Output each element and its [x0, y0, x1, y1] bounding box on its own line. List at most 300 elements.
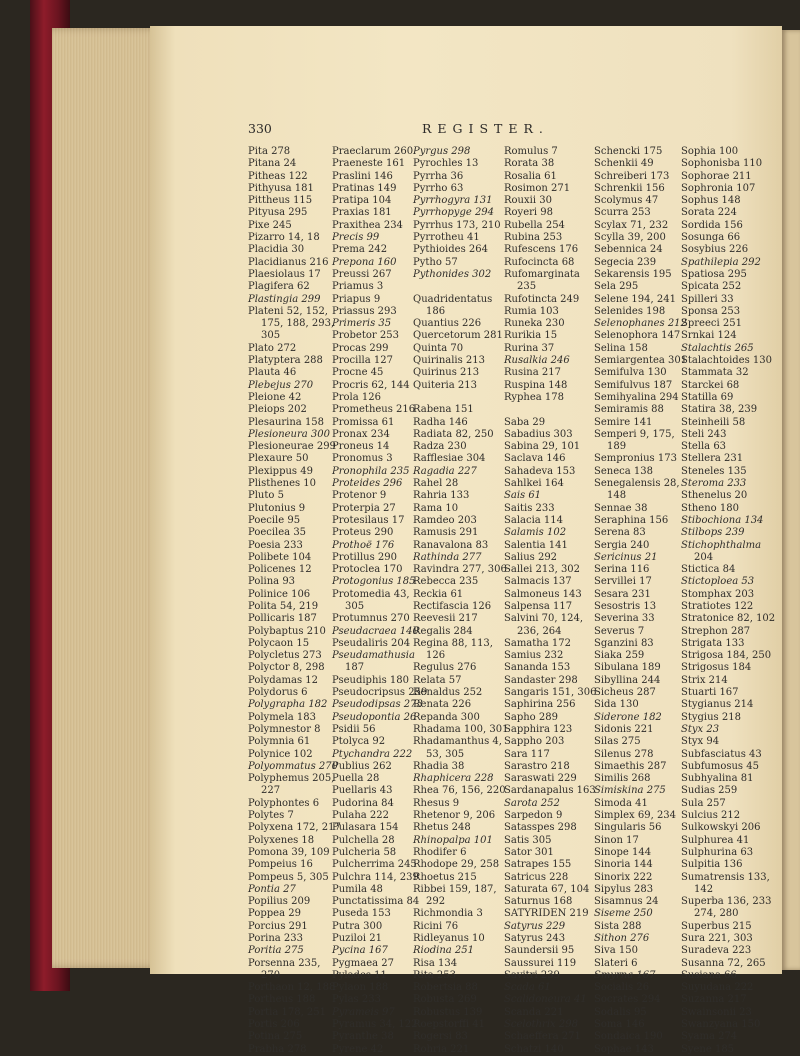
index-entry: Smyrna 167: [594, 969, 656, 981]
index-entry: Stichophthalma: [681, 539, 762, 551]
index-entry: Salvini 70, 124,: [504, 613, 584, 625]
index-entry: Poecilea 35: [248, 527, 307, 539]
index-entry: Quirinalis 213: [413, 355, 486, 367]
index-entry: Rhodifer 6: [413, 846, 467, 858]
index-entry-continuation: 186: [426, 305, 446, 317]
index-entry: Pithyusa 181: [248, 182, 314, 194]
index-entry: Procilla 127: [332, 355, 393, 367]
index-entry: Plesioneura 300: [248, 428, 331, 440]
index-entry: Rouxii 30: [504, 195, 552, 207]
index-entry: Ricini 76: [413, 920, 459, 932]
index-entry: Semihyalina 294: [594, 391, 679, 403]
index-entry: Sennae 38: [594, 502, 648, 514]
index-entry: Ranavalona 83: [413, 539, 489, 551]
index-entry: Robertsia 88: [413, 982, 478, 994]
index-entry: Subhyalina 81: [681, 773, 754, 785]
index-entry: Pleiops 202: [248, 404, 307, 416]
index-entry: Praslini 146: [332, 170, 393, 182]
index-entry: Quercetorum 281: [413, 330, 503, 342]
index-entry: Rusalkia 246: [504, 355, 570, 367]
index-entry: Stomphax 203: [681, 588, 755, 600]
index-entry-continuation: 148: [607, 490, 627, 502]
index-entry: Sapho 289: [504, 711, 558, 723]
index-entry: Reevesii 217: [413, 613, 478, 625]
index-entry: Renata 226: [413, 699, 472, 711]
index-entry: Sator 301: [504, 846, 554, 858]
index-entry-continuation: 236, 264: [517, 625, 562, 637]
index-entry: Puella 28: [332, 773, 380, 785]
index-entry: Polynice 102: [248, 748, 313, 760]
index-entry: Stheno 180: [681, 502, 739, 514]
index-entry: Sisamnus 24: [594, 896, 659, 908]
index-entry: Sarota 252: [504, 797, 560, 809]
index-entry: Silenus 278: [594, 748, 654, 760]
index-entry: Plateni 52, 152,: [248, 305, 328, 317]
index-entry: Poritia 275: [248, 945, 304, 957]
index-entry: Poesia 233: [248, 539, 303, 551]
index-entry: Robustus 139: [413, 1006, 483, 1018]
index-entry: Pyrrho 63: [413, 182, 464, 194]
index-entry: Priamus 3: [332, 281, 384, 293]
index-entry: Popilius 209: [248, 896, 311, 908]
index-entry: Pylaon 188: [332, 982, 389, 994]
index-entry: Styx 23: [681, 723, 720, 735]
index-entry: Stellera 231: [681, 453, 744, 465]
index-entry: Statira 38, 239: [681, 404, 758, 416]
index-entry: Ragadia 227: [413, 465, 477, 477]
index-entry: Rhetus 248: [413, 822, 471, 834]
index-entry: Prometheus 216: [332, 404, 416, 416]
index-entry: Rogersi 83: [413, 1031, 468, 1043]
index-entry: Sula 257: [681, 797, 726, 809]
index-entry: Sipylus 283: [594, 883, 654, 895]
index-entry: Samatha 172: [504, 637, 571, 649]
index-entry: Sophonisba 110: [681, 158, 763, 170]
index-entry: Poecile 95: [248, 514, 301, 526]
index-entry: Relata 57: [413, 674, 462, 686]
index-entry: Plagifera 62: [248, 281, 310, 293]
index-entry: Rhodope 29, 258: [413, 859, 500, 871]
index-entry: Portis 206: [248, 1019, 300, 1031]
index-entry: Soma 146: [594, 1019, 645, 1031]
index-entry: Sebennica 24: [594, 244, 663, 256]
index-entry: Radha 146: [413, 416, 468, 428]
index-entry: Polyxena 172, 217: [248, 822, 341, 834]
index-entry: Siaka 259: [594, 650, 645, 662]
index-entry: Sarpedon 9: [504, 810, 563, 822]
index-entry: Selene 194, 241: [594, 293, 676, 305]
index-entry: Probetor 253: [332, 330, 399, 342]
index-entry: Sais 61: [504, 490, 542, 502]
index-entry: Severus 7: [594, 625, 645, 637]
index-entry: Sibulana 189: [594, 662, 661, 674]
index-entry: Placidia 30: [248, 244, 305, 256]
index-entry: Stratiotes 122: [681, 600, 754, 612]
index-entry: Starckei 68: [681, 379, 740, 391]
index-entry: Satasspes 298: [504, 822, 577, 834]
index-entry: Protumnus 270: [332, 613, 410, 625]
index-entry: Pulcherrima 245: [332, 859, 417, 871]
index-entry: Polybaptus 210: [248, 625, 326, 637]
index-entry: Ravindra 277, 306: [413, 564, 507, 576]
index-entry: Sinorix 222: [594, 871, 653, 883]
index-entry: Rurina 37: [504, 342, 555, 354]
index-entry: Pulchella 28: [332, 834, 395, 846]
index-entry: Siva 150: [594, 945, 638, 957]
index-entry-continuation: 235: [517, 281, 537, 293]
index-entry: Sara 117: [504, 748, 550, 760]
index-entry: Simaethis 287: [594, 760, 667, 772]
index-entry: Pratinas 149: [332, 182, 397, 194]
index-entry: Savitri 239: [504, 969, 560, 981]
index-entry: Sergia 240: [594, 539, 650, 551]
index-entry: Porina 233: [248, 933, 303, 944]
index-entry: Promissa 61: [332, 416, 395, 428]
index-entry: Polytes 7: [248, 810, 294, 822]
index-entry: Pompeus 5, 305: [248, 871, 329, 883]
index-entry: Pythonides 302: [413, 268, 492, 280]
index-entry: Swainsonii 23: [681, 1006, 752, 1018]
index-entry: Sesara 231: [594, 588, 651, 600]
index-entry: Syama 274: [681, 1031, 738, 1043]
index-entry: Proterpia 27: [332, 502, 396, 514]
index-entry: Pygmaea 27: [332, 957, 395, 969]
index-entry: Sinope 144: [594, 846, 652, 858]
index-entry: Pseudaliris 204: [332, 637, 411, 649]
index-entry: Radiata 82, 250: [413, 428, 494, 440]
index-entry: Ruspina 148: [504, 379, 568, 391]
index-entry: Rebecca 235: [413, 576, 479, 588]
index-entry: Sela 295: [594, 281, 639, 293]
index-entry: Rubina 253: [504, 232, 563, 244]
index-entry: Pitana 24: [248, 158, 297, 170]
index-entry-continuation: 305: [261, 330, 281, 342]
index-entry: Rubella 254: [504, 219, 565, 231]
index-entry: Steneles 135: [681, 465, 747, 477]
index-entry: Pleione 42: [248, 391, 302, 403]
index-entry: Polita 54, 219: [248, 600, 319, 612]
index-entry: Subfasciatus 43: [681, 748, 762, 760]
index-entry: Stilbops 239: [681, 527, 745, 539]
index-entry: Quirinus 213: [413, 367, 480, 379]
index-entry: Rhadamanthus 4,: [413, 736, 502, 748]
index-entry: Rathinda 277: [413, 551, 482, 563]
index-entry: Selenophora 147: [594, 330, 681, 342]
page-edges: [52, 28, 162, 968]
index-entry: Sinon 17: [594, 834, 639, 846]
index-entry: Pumila 48: [332, 883, 383, 895]
index-entry: Pseudiphis 180: [332, 674, 409, 686]
index-entry: Polygrapha 182: [248, 699, 328, 711]
index-entry: Punctatissima 84: [332, 896, 420, 908]
register-column-3: [413, 146, 508, 1056]
index-entry: Pudorina 84: [332, 797, 394, 809]
index-entry: Proteides 296: [332, 478, 403, 490]
index-entry: Rusina 217: [504, 367, 561, 379]
index-entry: Schatzi 140: [504, 1043, 564, 1055]
index-entry: Spilleri 33: [681, 293, 734, 305]
index-entry: Royeri 98: [504, 207, 553, 219]
index-entry: Stygius 218: [681, 711, 741, 723]
index-entry: Stygianus 214: [681, 699, 754, 711]
index-entry: Sthenelus 20: [681, 490, 748, 502]
index-entry: Quinta 70: [413, 342, 464, 354]
index-entry: Simiskina 275: [594, 785, 666, 797]
index-entry: Sophronia 107: [681, 182, 756, 194]
index-entry: Pyrgus 298: [413, 146, 471, 157]
index-entry: Semire 141: [594, 416, 653, 428]
index-entry: Sahadeva 153: [504, 465, 576, 477]
index-entry: Polydorus 6: [248, 687, 308, 699]
index-entry: Sosybius 226: [681, 244, 749, 256]
index-entry: Sophia 100: [681, 146, 739, 157]
index-entry: Preussi 267: [332, 268, 392, 280]
index-entry: Schencki 175: [594, 146, 663, 157]
index-entry: Silas 275: [594, 736, 641, 748]
index-entry: Selenophanes 212: [594, 318, 687, 330]
index-entry: Sempronius 173: [594, 453, 677, 465]
index-entry: Procne 45: [332, 367, 384, 379]
index-entry: Sandaster 298: [504, 674, 578, 686]
index-entry: Robusta 269: [413, 994, 477, 1006]
index-entry: Semiramis 88: [594, 404, 664, 416]
running-head: REGISTER.: [422, 121, 549, 136]
index-entry: Sulphurina 63: [681, 846, 754, 858]
index-entry: Roepstorffi 41: [413, 1019, 486, 1031]
index-entry: Sicheus 287: [594, 687, 656, 699]
index-entry: Saba 29: [504, 416, 546, 428]
index-entry: Suzanna 217: [681, 994, 747, 1006]
index-entry: Publius 262: [332, 760, 392, 772]
index-entry: Stella 63: [681, 441, 727, 453]
index-entry: Riodina 251: [413, 945, 475, 957]
index-entry: Regulus 276: [413, 662, 477, 674]
index-entry: Rectifascia 126: [413, 600, 492, 612]
index-entry: Potina 275: [248, 1031, 303, 1043]
section-spacer: [413, 392, 508, 404]
index-entry: Schreiberi 173: [594, 170, 670, 182]
index-entry: Semifulva 130: [594, 367, 667, 379]
index-entry: Sida 130: [594, 699, 639, 711]
index-entry: Pycina 167: [332, 945, 388, 957]
index-entry: Quiteria 213: [413, 379, 477, 391]
index-entry: Sulcius 212: [681, 810, 741, 822]
index-entry: Pseudamathusia: [332, 650, 415, 662]
index-entry: Primeris 35: [332, 318, 392, 330]
index-entry: Plisthenes 10: [248, 478, 317, 490]
index-entry: Scada 61: [504, 982, 551, 994]
index-entry: Plexaure 50: [248, 453, 309, 465]
index-entry: Steli 243: [681, 428, 727, 440]
index-entry: Satrapes 155: [504, 859, 572, 871]
index-entry: Sesostris 13: [594, 600, 657, 612]
index-entry: Siseme 250: [594, 908, 653, 920]
index-entry: Sidonis 221: [594, 723, 654, 735]
index-entry: Sinoria 144: [594, 859, 653, 871]
index-entry: Plesioneurae 299: [248, 441, 336, 453]
index-entry: Scalidoneura 41: [504, 994, 587, 1006]
index-entry: Saturnus 168: [504, 896, 573, 908]
index-entry: Strephon 287: [681, 625, 751, 637]
index-entry: Pythioides 264: [413, 244, 488, 256]
index-entry: Selina 158: [594, 342, 648, 354]
index-entry: Strigata 133: [681, 637, 745, 649]
index-entry: Stuarti 167: [681, 687, 739, 699]
index-entry: Rhadia 38: [413, 760, 465, 772]
index-entry: Rhesus 9: [413, 797, 460, 809]
index-entry: Polymnia 61: [248, 736, 311, 748]
index-entry: Senegalensis 28,: [594, 478, 680, 490]
index-entry: Simplex 69, 234: [594, 810, 677, 822]
index-entry: Rahel 28: [413, 478, 459, 490]
index-entry: Rumia 103: [504, 305, 559, 317]
index-entry: Pylas 233: [332, 994, 381, 1006]
index-entry: Severina 33: [594, 613, 655, 625]
index-entry: Sapphira 123: [504, 723, 573, 735]
index-entry: Stibochiona 134: [681, 514, 764, 526]
index-entry: Suradeva 223: [681, 945, 752, 957]
index-entry: Pulasara 154: [332, 822, 399, 834]
index-entry: Subfumosus 45: [681, 760, 759, 772]
index-entry: Sumatrensis 133,: [681, 871, 770, 883]
index-entry: Polyxenes 18: [248, 834, 315, 846]
index-entry: Prola 126: [332, 391, 381, 403]
index-entry: Polycaon 15: [248, 637, 310, 649]
index-entry: Samius 232: [504, 650, 564, 662]
index-entry: Sardanapalus 163: [504, 785, 596, 797]
index-entry: Puellaris 43: [332, 785, 393, 797]
index-entry: Superba 136, 233: [681, 896, 772, 908]
index-entry: Sura 221, 303: [681, 933, 753, 944]
index-entry: Susanna 72, 265: [681, 957, 766, 969]
index-entry: Rufotincta 249: [504, 293, 580, 305]
index-entry: Pronax 234: [332, 428, 390, 440]
index-entry: Stalachtis 265: [681, 342, 754, 354]
index-entry: Pylades 11: [332, 969, 387, 981]
page-number: 330: [248, 121, 272, 136]
index-entry: Slateri 6: [594, 957, 638, 969]
index-entry-continuation: 204: [694, 551, 714, 563]
index-entry: Pyrameis 97: [332, 1006, 395, 1018]
index-entry: Siderone 182: [594, 711, 662, 723]
index-entry: Plastingia 299: [248, 293, 321, 305]
index-entry: Pomona 39, 109: [248, 846, 330, 858]
index-entry: Ptolyca 92: [332, 736, 386, 748]
index-entry: Rosalia 61: [504, 170, 557, 182]
index-entry: Quantius 226: [413, 318, 482, 330]
index-entry: Semperi 9, 175,: [594, 428, 675, 440]
index-entry: Romulus 7: [504, 146, 558, 157]
index-entry: Sista 288: [594, 920, 642, 932]
index-entry: Sophus 148: [681, 195, 741, 207]
index-entry: Servillei 17: [594, 576, 652, 588]
index-entry: Risa 134: [413, 957, 458, 969]
index-entry: Rufescens 176: [504, 244, 579, 256]
index-entry: Pollicaris 187: [248, 613, 317, 625]
index-entry: Scylax 71, 232: [594, 219, 669, 231]
index-entry: Poppea 29: [248, 908, 301, 920]
index-entry: Putra 300: [332, 920, 383, 932]
index-entry: Plauta 46: [248, 367, 297, 379]
index-entry: Sophae 143: [594, 1043, 654, 1055]
index-entry: Plato 272: [248, 342, 297, 354]
index-entry: Rhoetus 215: [413, 871, 477, 883]
index-entry: Sulpitia 136: [681, 859, 743, 871]
index-entry: Strigosa 184, 250: [681, 650, 772, 662]
index-entry: Praxithea 234: [332, 219, 403, 231]
index-entry: Pulcheria 58: [332, 846, 397, 858]
index-entry: Satyrus 229: [504, 920, 566, 932]
index-entry: Renaldus 252: [413, 687, 483, 699]
index-entry: Sabina 29, 101: [504, 441, 581, 453]
index-entry: Sondaica 190: [594, 1031, 663, 1043]
index-entry: Spatiosa 295: [681, 268, 747, 280]
index-entry: Sarastro 218: [504, 760, 570, 772]
index-entry: Rhetenor 9, 206: [413, 810, 496, 822]
index-entry: Rita 253: [413, 969, 456, 981]
index-entry-continuation: 189: [607, 441, 627, 453]
index-entry: Satyrus 243: [504, 933, 566, 944]
index-entry: Stictoploea 53: [681, 576, 755, 588]
index-entry: Puseda 153: [332, 908, 391, 920]
index-entry: Pseudacraea 140: [332, 625, 419, 637]
index-entry: Proteus 290: [332, 527, 394, 539]
index-entry: Scolymus 47: [594, 195, 659, 207]
index-entry: Protesilaus 17: [332, 514, 405, 526]
index-entry: Sorata 224: [681, 207, 737, 219]
index-entry: Semifulvus 187: [594, 379, 673, 391]
index-entry: Psidii 56: [332, 723, 376, 735]
index-entry: Sodalis 95: [594, 1006, 647, 1018]
index-entry: Rufocincta 68: [504, 256, 575, 268]
index-entry: Saussurei 119: [504, 957, 577, 969]
index-entry: Porcius 291: [248, 920, 308, 932]
index-entry: Simoda 41: [594, 797, 648, 809]
index-entry: Sponsa 253: [681, 305, 741, 317]
index-entry: Srnkai 124: [681, 330, 737, 342]
index-entry: Pyrrotheu 41: [413, 232, 480, 244]
index-entry: Sericinus 21: [594, 551, 658, 563]
index-entry: Placidianus 216: [248, 256, 329, 268]
index-entry: Sananda 153: [504, 662, 571, 674]
index-entry-continuation: 227: [261, 785, 281, 797]
index-entry: Protoclea 170: [332, 564, 403, 576]
index-entry: Polyphemus 205,: [248, 773, 335, 785]
index-entry: Puziloi 21: [332, 933, 382, 944]
index-entry: Rorata 38: [504, 158, 555, 170]
index-entry: Runeka 230: [504, 318, 565, 330]
index-entry: Ryphea 178: [504, 391, 564, 403]
index-entry: Plesaurina 158: [248, 416, 325, 428]
section-spacer: [413, 281, 508, 293]
index-entry: Salius 292: [504, 551, 558, 563]
index-entry: Rosimon 271: [504, 182, 571, 194]
index-entry: Sulphurea 41: [681, 834, 750, 846]
index-entry: Polymela 183: [248, 711, 317, 723]
index-entry: Sudias 259: [681, 785, 738, 797]
index-entry-continuation: 53, 305: [426, 748, 465, 760]
index-entry: Policenes 12: [248, 564, 312, 576]
index-entry: Salentia 141: [504, 539, 568, 551]
index-entry: Polinice 106: [248, 588, 311, 600]
index-entry: Protillus 290: [332, 551, 397, 563]
index-entry: Scanda 221: [504, 1006, 564, 1018]
index-entry: Rabena 151: [413, 404, 474, 416]
index-entry: Reckia 61: [413, 588, 464, 600]
index-entry-continuation: 187: [345, 662, 365, 674]
index-entry: Rohria 221: [413, 1043, 470, 1055]
index-entry: Scurra 253: [594, 207, 651, 219]
